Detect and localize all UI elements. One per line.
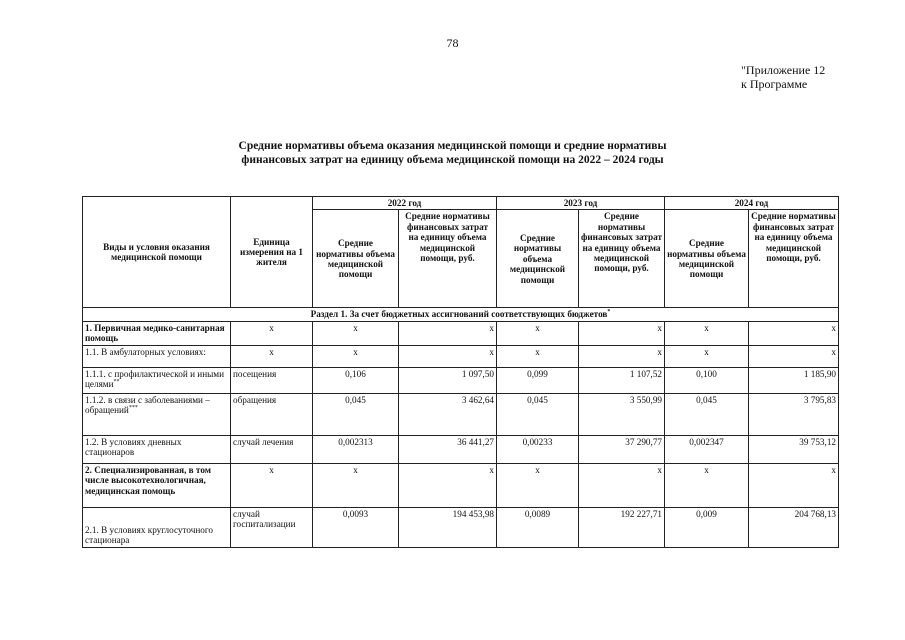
row-type-text: 2. Специализированная, в том числе высокотехнологичная, медицинская помощь bbox=[85, 464, 211, 496]
row-footnote-mark: ** bbox=[113, 379, 120, 386]
row-cost-2023: 192 227,71 bbox=[579, 507, 665, 547]
row-cost-2022: 194 453,98 bbox=[399, 507, 497, 547]
row-cost-2023: 37 290,77 bbox=[579, 435, 665, 463]
row-unit-cell: обращения bbox=[231, 393, 313, 435]
header-unit: Единица измерения на 1 жителя bbox=[231, 197, 313, 308]
row-volume-2022: х bbox=[313, 463, 399, 507]
row-cost-2022: 36 441,27 bbox=[399, 435, 497, 463]
table-row bbox=[83, 345, 839, 367]
header-row-years bbox=[83, 197, 839, 210]
table-row bbox=[83, 393, 839, 435]
norms-table bbox=[82, 196, 839, 548]
row-volume-2024: 0,009 bbox=[665, 507, 749, 547]
row-type-cell bbox=[83, 345, 231, 367]
row-volume-2024: х bbox=[665, 345, 749, 367]
row-type-text: 1. Первичная медико-санитарная помощь bbox=[85, 322, 225, 344]
row-volume-2022: х bbox=[313, 345, 399, 367]
row-volume-2024: 0,002347 bbox=[665, 435, 749, 463]
row-cost-2024: х bbox=[749, 321, 839, 345]
table-row bbox=[83, 435, 839, 463]
row-cost-2022: х bbox=[399, 321, 497, 345]
row-cost-2024: 204 768,13 bbox=[749, 507, 839, 547]
row-cost-2023: х bbox=[579, 321, 665, 345]
row-cost-2023: х bbox=[579, 345, 665, 367]
row-volume-2024: х bbox=[665, 463, 749, 507]
row-cost-2024: 1 185,90 bbox=[749, 367, 839, 393]
annex-line-2: к Программе bbox=[741, 77, 808, 91]
row-volume-2024: х bbox=[665, 321, 749, 345]
row-type-cell bbox=[83, 321, 231, 345]
annex-line-1: "Приложение 12 bbox=[741, 63, 826, 77]
table-row bbox=[83, 321, 839, 345]
row-cost-2022: х bbox=[399, 345, 497, 367]
row-cost-2024: х bbox=[749, 345, 839, 367]
title-line-1: Средние нормативы объема оказания медицинской помощи и средние нормативы bbox=[238, 140, 667, 152]
row-cost-2022: 1 097,50 bbox=[399, 367, 497, 393]
row-volume-2024: 0,045 bbox=[665, 393, 749, 435]
row-cost-2023: х bbox=[579, 463, 665, 507]
header-cost-2022: Средние нормативы финансовых затрат на единицу объема медицинской помощи, руб. bbox=[399, 210, 497, 308]
row-type-text: 1.1. В амбулаторных условиях: bbox=[85, 346, 206, 357]
row-type-text: 1.1.2. в связи с заболеваниями – обращений bbox=[85, 394, 210, 416]
page-number: 78 bbox=[446, 36, 459, 50]
table-row bbox=[83, 507, 839, 547]
row-type-text: 1.1.1. с профилактической и иными целями bbox=[85, 368, 225, 390]
row-type-cell bbox=[83, 393, 231, 435]
header-volume-2023: Средние нормативы объема медицинской помощи bbox=[497, 210, 579, 308]
row-unit-cell: посещения bbox=[231, 367, 313, 393]
row-type-cell bbox=[83, 367, 231, 393]
row-cost-2024: х bbox=[749, 463, 839, 507]
header-cost-2024: Средние нормативы финансовых затрат на единицу объема медицинской помощи, руб. bbox=[749, 210, 839, 308]
row-volume-2022: 0,002313 bbox=[313, 435, 399, 463]
section-1-text: Раздел 1. За счет бюджетных ассигнований соответствующих бюджетов bbox=[310, 309, 608, 320]
header-year-2022: 2022 год bbox=[313, 197, 497, 210]
row-volume-2023: х bbox=[497, 345, 579, 367]
row-volume-2023: 0,099 bbox=[497, 367, 579, 393]
row-cost-2023: 3 550,99 bbox=[579, 393, 665, 435]
header-cost-2023: Средние нормативы финансовых затрат на единицу объема медицинской помощи, руб. bbox=[579, 210, 665, 308]
row-volume-2024: 0,100 bbox=[665, 367, 749, 393]
row-volume-2023: 0,045 bbox=[497, 393, 579, 435]
annex-label bbox=[741, 63, 825, 91]
table-body bbox=[83, 321, 839, 547]
row-cost-2024: 39 753,12 bbox=[749, 435, 839, 463]
header-volume-2024: Средние нормативы объема медицинской помощи bbox=[665, 210, 749, 308]
row-volume-2022: 0,0093 bbox=[313, 507, 399, 547]
row-type-text: 2.1. В условиях круглосуточного стационара bbox=[85, 525, 214, 546]
row-volume-2022: 0,045 bbox=[313, 393, 399, 435]
row-footnote-mark: *** bbox=[128, 405, 138, 412]
row-type-cell bbox=[83, 507, 231, 547]
row-unit-cell: х bbox=[231, 321, 313, 345]
row-unit-cell: х bbox=[231, 345, 313, 367]
row-type-text: 1.2. В условиях дневных стационаров bbox=[85, 436, 182, 458]
section-1-row bbox=[83, 308, 839, 321]
header-volume-2022: Средние нормативы объема медицинской помощи bbox=[313, 210, 399, 308]
title-line-2: финансовых затрат на единицу объема медицинской помощи на 2022 – 2024 годы bbox=[241, 154, 664, 166]
row-volume-2022: 0,106 bbox=[313, 367, 399, 393]
section-1-footnote-mark: * bbox=[607, 309, 611, 316]
header-type: Виды и условия оказания медицинской помощи bbox=[83, 197, 231, 308]
row-unit-cell: случай госпитализации bbox=[231, 507, 313, 547]
table-row bbox=[83, 367, 839, 393]
section-1-title bbox=[83, 308, 839, 321]
row-cost-2022: х bbox=[399, 463, 497, 507]
header-year-2023: 2023 год bbox=[497, 197, 665, 210]
row-type-cell bbox=[83, 435, 231, 463]
row-volume-2023: х bbox=[497, 321, 579, 345]
row-unit-cell: случай лечения bbox=[231, 435, 313, 463]
table-row bbox=[83, 463, 839, 507]
row-cost-2023: 1 107,52 bbox=[579, 367, 665, 393]
document-title bbox=[150, 139, 755, 167]
header-year-2024: 2024 год bbox=[665, 197, 839, 210]
row-volume-2023: 0,00233 bbox=[497, 435, 579, 463]
row-cost-2024: 3 795,83 bbox=[749, 393, 839, 435]
row-type-cell bbox=[83, 463, 231, 507]
row-volume-2022: х bbox=[313, 321, 399, 345]
row-unit-cell: х bbox=[231, 463, 313, 507]
row-volume-2023: 0,0089 bbox=[497, 507, 579, 547]
row-volume-2023: х bbox=[497, 463, 579, 507]
row-cost-2022: 3 462,64 bbox=[399, 393, 497, 435]
